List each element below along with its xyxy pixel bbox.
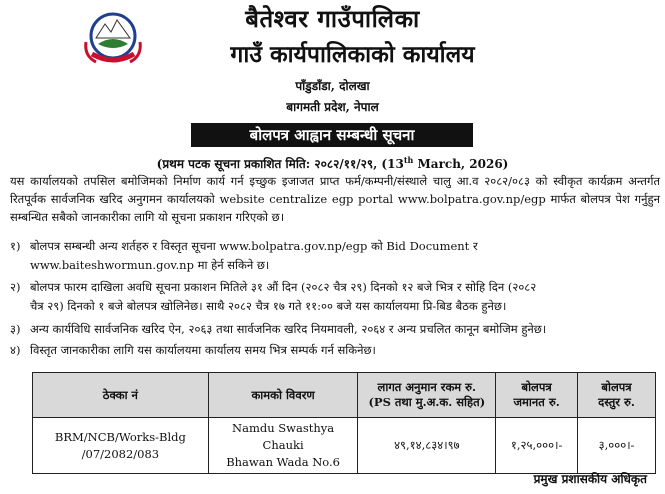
cell-cost-estimate: ४९,१४,८३४।९७ — [358, 418, 496, 474]
cell-bid-security: १,२५,०००।- — [496, 418, 578, 474]
signature-title: प्रमुख प्रशासकीय अधिकृत — [533, 472, 647, 486]
publication-date-suffix: March, 2026) — [413, 157, 509, 171]
header-cost-estimate — [358, 373, 496, 418]
point-number: १) — [10, 239, 21, 253]
point-text: विस्तृत जानकारीका लागि यस कार्यालयमा कार्यालय समय भित्र सम्पर्क गर्न सकिनेछ। — [30, 343, 376, 357]
point-text: अन्य कार्यविधि सार्वजनिक खरिद ऐन, २०६३ तथा सार्वजनिक खरिद नियमावली, २०६४ र अन्य प्रचलित कानून बमोजिम हुनेछ। — [30, 322, 547, 336]
point-4 — [10, 341, 660, 360]
contract-no-line2: /07/2082/083 — [81, 446, 160, 461]
table-row — [33, 418, 656, 474]
point-3 — [10, 320, 660, 339]
publication-date-prefix: (प्रथम पटक सूचना प्रकाशित मिति: २०८२/११/२९, (13 — [156, 157, 404, 171]
header-cost-estimate-line1: लागत अनुमान रकम रु. — [377, 380, 477, 394]
description-line1: Namdu Swasthya Chauki — [232, 421, 335, 452]
point-text: बोलपत्र फारम दाखिला अवधि सूचना प्रकाशन मितिले ३१ औं दिन (२०८२ चैत्र २९) दिनको १२ बजे भित्र र सोहि दिन (२०८२ — [30, 280, 537, 294]
header-bid-security — [496, 373, 578, 418]
publication-date-sup: th — [403, 155, 414, 165]
header-bid-fee — [578, 373, 656, 418]
publication-date — [0, 155, 665, 172]
point-number: ४) — [10, 343, 21, 357]
cell-bid-fee: ३,०००।- — [578, 418, 656, 474]
cell-contract-no — [33, 418, 209, 474]
point-text-continued: चैत्र २९) दिनको १ बजे बोलपत्र खोलिनेछ। साथै २०८२ चैत्र १७ गते ११:०० बजे यस कार्यालयमा प्रि-बिड बैठक हुनेछ। — [30, 299, 507, 313]
header-cost-estimate-line2: (PS तथा मु.अ.क. सहित) — [368, 395, 486, 409]
point-text: बोलपत्र सम्बन्धी अन्य शर्तहरु र विस्तृत सूचना www.bolpatra.gov.np/egp को Bid Document र — [30, 239, 478, 253]
header-bid-security-line2: जमानत रु. — [513, 395, 560, 409]
office-name: गाउँ कार्यपालिकाको कार्यालय — [230, 41, 475, 68]
point-text-continued: www.baiteshwormun.gov.np मा हेर्न सकिने छ। — [30, 258, 270, 272]
table-header-row — [33, 373, 656, 418]
point-number: २) — [10, 280, 21, 294]
notice-title: बोलपत्र आह्वान सम्बन्धी सूचना — [191, 123, 473, 147]
cell-description — [208, 418, 358, 474]
tender-table — [32, 372, 656, 474]
description-line2: Bhawan Wada No.6 — [226, 455, 340, 469]
office-location: पाँडुडाँडा, दोलखा — [295, 79, 370, 93]
header-contract-no: ठेक्का नं — [33, 373, 209, 418]
header-bid-security-line1: बोलपत्र — [521, 380, 552, 394]
point-1 — [10, 237, 660, 275]
municipality-name: बैतेश्वर गाउँपालिका — [245, 4, 420, 33]
point-number: ३) — [10, 322, 21, 336]
header-bid-fee-line2: दस्तुर रु. — [598, 395, 635, 409]
office-province: बागमती प्रदेश, नेपाल — [286, 100, 379, 114]
header-description: कामको विवरण — [208, 373, 358, 418]
contract-no-line1: BRM/NCB/Works-Bldg — [54, 429, 186, 444]
intro-paragraph: यस कार्यालयको तपसिल बमोजिमको निर्माण कार्य गर्न इच्छुक इजाजत प्राप्त फर्म/कम्पनी/संस्थाले चालु आ.व २०८२/०८३ को स्वीकृत कार्यक्रम अन्तर्गत रितपूर्वक सार्वजनिक खरिद अनुगमन कार्यालयको website centralize egp portal www.bolpatra.gov.np/egp मार्फत बोलपत्र पेश गर्नुहुन सम्बन्धित सबैको जानकारीका लागि यो सूचना प्रकाशन गरिएको छ। — [10, 174, 660, 224]
header-bid-fee-line1: बोलपत्र — [601, 380, 632, 394]
point-2 — [10, 278, 660, 316]
